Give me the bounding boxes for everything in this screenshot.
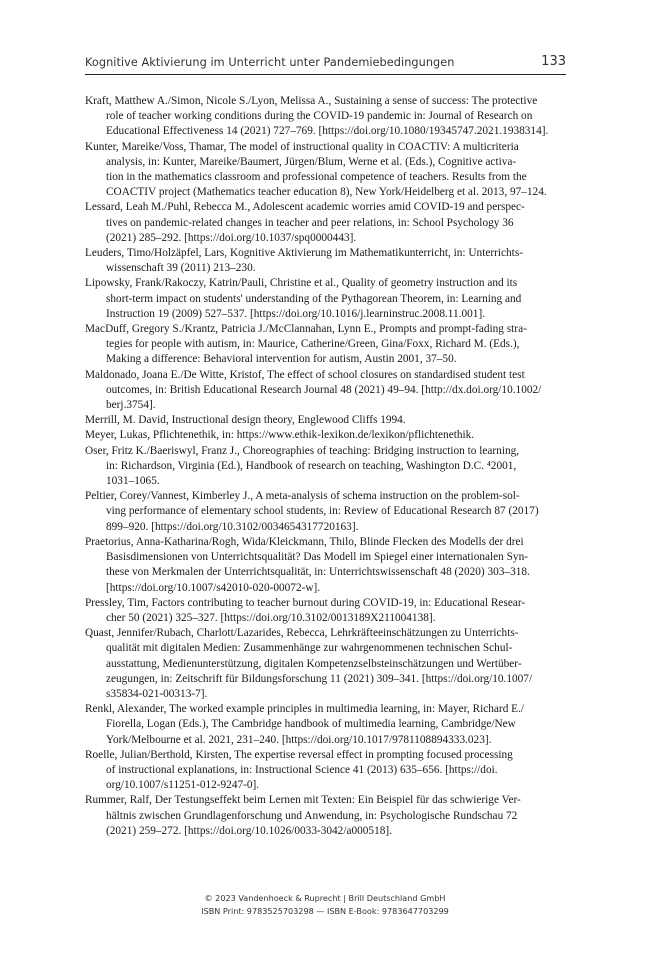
reference-line: MacDuff, Gregory S./Krantz, Patricia J./McClannahan, Lynn E., Prompts and prompt-fading stra-	[85, 323, 527, 336]
reference-entry	[85, 489, 569, 535]
reference-line: Maldonado, Joana E./De Witte, Kristof, The effect of school closures on standardised student test	[85, 368, 525, 381]
reference-line: of instructional explanations, in: Instructional Science 41 (2013) 635–656. [https://doi.	[106, 763, 498, 776]
reference-entry	[85, 413, 569, 428]
reference-line: COACTIV project (Mathematics teacher education 8), New York/Heidelberg et al. 2013, 97–124.	[106, 186, 547, 199]
reference-entry	[85, 535, 569, 596]
reference-line: Praetorius, Anna-Katharina/Rogh, Wida/Kleickmann, Thilo, Blinde Flecken des Modells der drei	[85, 535, 524, 548]
reference-entry	[85, 793, 569, 839]
header-rule	[85, 74, 566, 75]
reference-line: tion in the mathematics classroom and professional competence of teachers. Results from the	[106, 171, 527, 184]
reference-entry	[85, 200, 569, 246]
reference-entry	[85, 140, 569, 201]
reference-line: 899–920. [https://doi.org/10.3102/0034654317720163].	[106, 520, 359, 533]
reference-line: Leuders, Timo/Holzäpfel, Lars, Kognitive Aktivierung im Mathematikunterricht, in: Unterrichts-	[85, 247, 523, 260]
reference-line: [https://doi.org/10.1007/s42010-020-00072-w].	[106, 581, 321, 594]
reference-line: (2021) 259–272. [https://doi.org/10.1026/0033-3042/a000518].	[106, 824, 392, 837]
reference-line: Kraft, Matthew A./Simon, Nicole S./Lyon, Melissa A., Sustaining a sense of success: The protective	[85, 95, 538, 107]
reference-line: Fiorella, Logan (Eds.), The Cambridge handbook of multimedia learning, Cambridge/New	[106, 718, 516, 731]
reference-line: York/Melbourne et al. 2021, 231–240. [https://doi.org/10.1017/9781108894333.023].	[106, 733, 492, 746]
reference-line: ausstattung, Medienunterstützung, digitalen Kompetenzselbsteinschätzungen und Wertüber-	[106, 657, 522, 670]
reference-line: Quast, Jennifer/Rubach, Charlott/Lazarides, Rebecca, Lehrkräfteeinschätzungen zu Unterrichts-	[85, 627, 519, 640]
reference-line: Instruction 19 (2009) 527–537. [https://doi.org/10.1016/j.learninstruc.2008.11.001].	[106, 307, 486, 320]
reference-line: Lessard, Leah M./Puhl, Rebecca M., Adolescent academic worries amid COVID-19 and perspec-	[85, 201, 525, 214]
reference-list	[85, 94, 569, 839]
reference-line: (2021) 285–292. [https://doi.org/10.1037/spq0000443].	[106, 231, 357, 244]
reference-entry	[85, 276, 569, 322]
reference-line: Making a difference: Behavioral intervention for autism, Austin 2001, 37–50.	[106, 353, 457, 366]
reference-line: Merrill, M. David, Instructional design theory, Englewood Cliffs 1994.	[85, 414, 406, 427]
reference-line: Lipowsky, Frank/Rakoczy, Katrin/Pauli, Christine et al., Quality of geometry instruction and its	[85, 277, 518, 290]
reference-line: 1031–1065.	[106, 475, 160, 488]
reference-line: qualität mit digitalen Medien: Zusammenhänge zur wahrgenommenen technischen Schul-	[106, 642, 513, 655]
reference-entry	[85, 626, 569, 702]
reference-line: tegies for people with autism, in: Maurice, Catherine/Green, Gina/Foxx, Richard M. (Eds.),	[106, 338, 520, 351]
copyright-line: © 2023 Vandenhoeck & Ruprecht | Brill Deutschland GmbH	[204, 893, 446, 903]
running-title: Kognitive Aktivierung im Unterricht unter Pandemiebedingungen	[85, 56, 455, 69]
reference-entry	[85, 596, 569, 626]
reference-entry	[85, 702, 569, 748]
reference-entry	[85, 444, 569, 490]
reference-line: in: Richardson, Virginia (Ed.), Handbook of research on teaching, Washington D.C. ⁴2001,	[106, 459, 517, 472]
reference-entry	[85, 94, 569, 140]
reference-line: wissenschaft 39 (2011) 213–230.	[106, 262, 256, 275]
reference-line: tives on pandemic-related changes in teacher and peer relations, in: School Psychology 36	[106, 216, 514, 229]
isbn-line: ISBN Print: 9783525703298 — ISBN E-Book: 9783647703299	[201, 906, 449, 916]
reference-line: Rummer, Ralf, Der Testungseffekt beim Lernen mit Texten: Ein Beispiel für das schwierige Ver-	[85, 794, 521, 807]
reference-line: role of teacher working conditions during the COVID-19 pandemic in: Journal of Research on	[106, 110, 533, 123]
reference-line: Roelle, Julian/Berthold, Kirsten, The expertise reversal effect in prompting focused processing	[85, 748, 513, 761]
reference-line: Educational Effectiveness 14 (2021) 727–769. [https://doi.org/10.1080/19345747.2021.1938314].	[106, 125, 549, 138]
reference-line: ving performance of elementary school students, in: Review of Educational Research 87 (2017)	[106, 505, 539, 518]
reference-line: s35834-021-00313-7].	[106, 687, 208, 700]
reference-entry	[85, 368, 569, 414]
reference-entry	[85, 748, 569, 794]
reference-line: Meyer, Lukas, Pflichtenethik, in: https://www.ethik-lexikon.de/lexikon/pflichtenethik.	[85, 429, 475, 442]
reference-line: Oser, Fritz K./Baeriswyl, Franz J., Choreographies of teaching: Bridging instruction to learning,	[85, 444, 520, 457]
reference-line: these von Merkmalen der Unterrichtsqualität, in: Unterrichtswissenschaft 48 (2020) 303–318.	[106, 566, 530, 579]
reference-line: Pressley, Tim, Factors contributing to teacher burnout during COVID-19, in: Educational Resear-	[85, 596, 526, 609]
reference-entry	[85, 428, 569, 443]
reference-line: cher 50 (2021) 325–327. [https://doi.org/10.3102/0013189X211004138].	[106, 611, 436, 624]
reference-line: Kunter, Mareike/Voss, Thamar, The model of instructional quality in COACTIV: A multicriteria	[85, 140, 519, 153]
reference-line: analysis, in: Kunter, Mareike/Baumert, Jürgen/Blum, Werne et al. (Eds.), Cognitive activa-	[106, 155, 517, 168]
reference-line: short-term impact on students' understanding of the Pythagorean Theorem, in: Learning and	[106, 292, 522, 305]
reference-line: Basisdimensionen von Unterrichtsqualität? Das Modell im Spiegel einer internationalen Syn-	[106, 551, 528, 564]
reference-line: outcomes, in: British Educational Research Journal 48 (2021) 49–94. [http://dx.doi.org/10.1002/	[106, 383, 542, 396]
reference-line: Renkl, Alexander, The worked example principles in multimedia learning, in: Mayer, Richard E./	[85, 703, 525, 716]
reference-line: berj.3754].	[106, 399, 156, 412]
page-number: 133	[541, 54, 566, 69]
reference-line: Peltier, Corey/Vannest, Kimberley J., A meta-analysis of schema instruction on the problem-sol-	[85, 490, 520, 503]
reference-line: hältnis zwischen Grundlagenforschung und Anwendung, in: Psychologische Rundschau 72	[106, 809, 518, 822]
running-header	[85, 53, 566, 73]
reference-line: org/10.1007/s11251-012-9247-0].	[106, 779, 260, 792]
page-footer	[0, 892, 650, 918]
reference-line: zeugungen, in: Zeitschrift für Bildungsforschung 11 (2021) 309–341. [https://doi.org/10.1007/	[106, 672, 533, 685]
reference-entry	[85, 246, 569, 276]
reference-entry	[85, 322, 569, 368]
